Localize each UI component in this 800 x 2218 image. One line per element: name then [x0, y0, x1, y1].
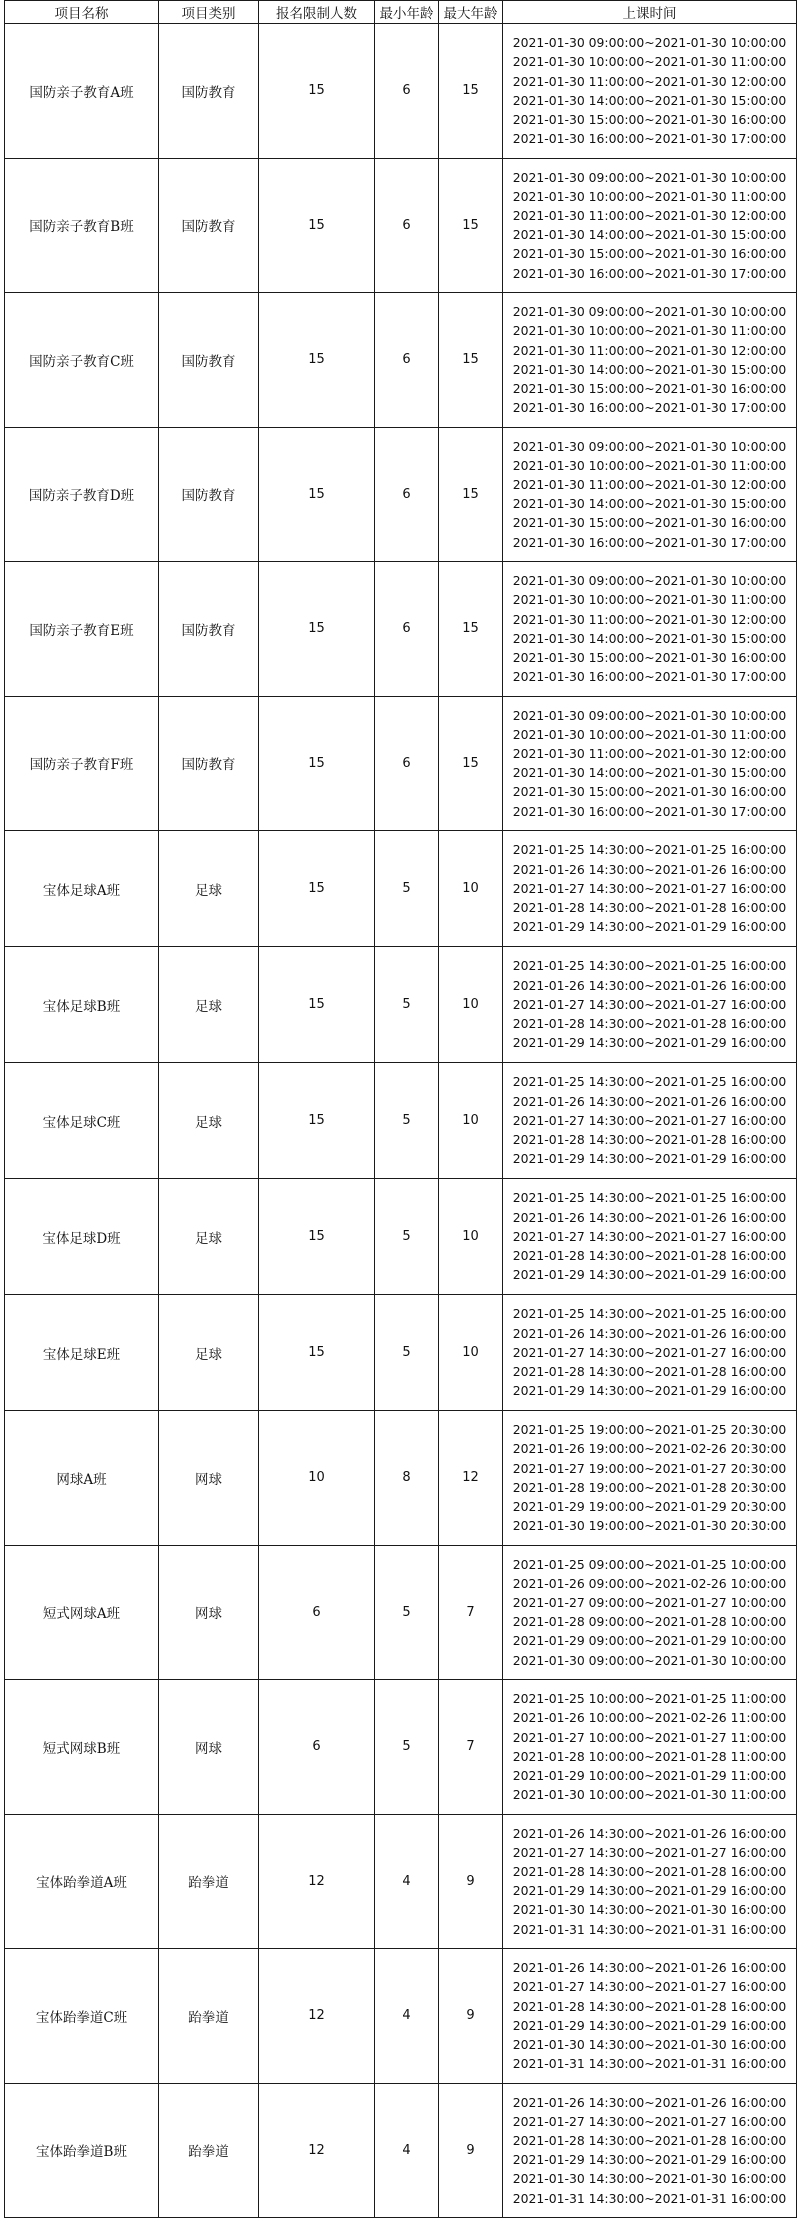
time-slot: 2021-01-26 09:00:00~2021-02-26 10:00:00: [512, 1575, 787, 1591]
min-age-cell: 8: [375, 1411, 439, 1546]
min-age-cell: 5: [375, 831, 439, 947]
time-slot: 2021-01-27 14:30:00~2021-01-27 16:00:00: [512, 996, 787, 1012]
max-age-cell: 9: [439, 1949, 503, 2084]
class-time-cell: [503, 1411, 797, 1546]
header-class-time: 上课时间: [503, 1, 797, 24]
max-age-cell: 10: [439, 1179, 503, 1295]
project-name-cell: 宝体跆拳道C班: [5, 1949, 159, 2084]
enrollment-limit-cell: 15: [259, 947, 375, 1063]
time-slot: 2021-01-30 15:00:00~2021-01-30 16:00:00: [512, 649, 787, 665]
time-slot: 2021-01-30 10:00:00~2021-01-30 11:00:00: [512, 592, 787, 608]
time-slot: 2021-01-30 16:00:00~2021-01-30 17:00:00: [512, 803, 787, 819]
time-slot: 2021-01-30 14:00:00~2021-01-30 15:00:00: [512, 92, 787, 108]
time-slot: 2021-01-30 14:00:00~2021-01-30 15:00:00: [512, 227, 787, 243]
time-slot: 2021-01-30 14:30:00~2021-01-30 16:00:00: [512, 1902, 787, 1918]
enrollment-limit-cell: 6: [259, 1680, 375, 1815]
table-row: [5, 562, 797, 697]
time-slot: 2021-01-30 09:00:00~2021-01-30 10:00:00: [512, 304, 787, 320]
time-slot: 2021-01-30 09:00:00~2021-01-30 10:00:00: [512, 707, 787, 723]
max-age-cell: 10: [439, 831, 503, 947]
time-slot: 2021-01-27 10:00:00~2021-01-27 11:00:00: [512, 1729, 787, 1745]
table-row: [5, 1680, 797, 1815]
project-category-cell: 跆拳道: [159, 1814, 259, 1949]
project-category-cell: 足球: [159, 947, 259, 1063]
class-time-cell: [503, 562, 797, 697]
time-slot: 2021-01-31 14:30:00~2021-01-31 16:00:00: [512, 2056, 787, 2072]
time-slot: 2021-01-26 14:30:00~2021-01-26 16:00:00: [512, 1325, 787, 1341]
class-time-cell: [503, 1545, 797, 1680]
table-row: [5, 24, 797, 159]
time-slot: 2021-01-25 14:30:00~2021-01-25 16:00:00: [512, 842, 787, 858]
class-time-cell: [503, 1063, 797, 1179]
time-slot: 2021-01-30 15:00:00~2021-01-30 16:00:00: [512, 515, 787, 531]
table-row: [5, 1063, 797, 1179]
max-age-cell: 15: [439, 158, 503, 293]
project-name-cell: 国防亲子教育C班: [5, 293, 159, 428]
time-slot: 2021-01-25 09:00:00~2021-01-25 10:00:00: [512, 1556, 787, 1572]
time-slot: 2021-01-28 14:30:00~2021-01-28 16:00:00: [512, 1016, 787, 1032]
time-slot: 2021-01-28 14:30:00~2021-01-28 16:00:00: [512, 1132, 787, 1148]
time-slot: 2021-01-27 14:30:00~2021-01-27 16:00:00: [512, 1228, 787, 1244]
time-slot: 2021-01-30 16:00:00~2021-01-30 17:00:00: [512, 265, 787, 281]
enrollment-limit-cell: 15: [259, 158, 375, 293]
project-name-cell: 国防亲子教育E班: [5, 562, 159, 697]
max-age-cell: 7: [439, 1545, 503, 1680]
time-slot: 2021-01-30 10:00:00~2021-01-30 11:00:00: [512, 1787, 787, 1803]
min-age-cell: 4: [375, 2083, 439, 2218]
project-category-cell: 网球: [159, 1680, 259, 1815]
time-slot: 2021-01-30 11:00:00~2021-01-30 12:00:00: [512, 208, 787, 224]
time-slot: 2021-01-30 09:00:00~2021-01-30 10:00:00: [512, 1652, 787, 1668]
time-slot: 2021-01-26 14:30:00~2021-01-26 16:00:00: [512, 2094, 787, 2110]
project-name-cell: 国防亲子教育F班: [5, 696, 159, 831]
time-slot: 2021-01-29 14:30:00~2021-01-29 16:00:00: [512, 2017, 787, 2033]
max-age-cell: 10: [439, 1295, 503, 1411]
time-slot: 2021-01-31 14:30:00~2021-01-31 16:00:00: [512, 1921, 787, 1937]
time-slot: 2021-01-29 14:30:00~2021-01-29 16:00:00: [512, 1035, 787, 1051]
time-slot: 2021-01-27 14:30:00~2021-01-27 16:00:00: [512, 1344, 787, 1360]
time-slot: 2021-01-30 10:00:00~2021-01-30 11:00:00: [512, 457, 787, 473]
project-category-cell: 国防教育: [159, 427, 259, 562]
class-time-cell: [503, 293, 797, 428]
min-age-cell: 6: [375, 293, 439, 428]
time-slot: 2021-01-27 14:30:00~2021-01-27 16:00:00: [512, 1112, 787, 1128]
project-name-cell: 网球A班: [5, 1411, 159, 1546]
time-slot: 2021-01-30 16:00:00~2021-01-30 17:00:00: [512, 534, 787, 550]
time-slot: 2021-01-28 09:00:00~2021-01-28 10:00:00: [512, 1614, 787, 1630]
enrollment-limit-cell: 15: [259, 831, 375, 947]
time-slot: 2021-01-30 11:00:00~2021-01-30 12:00:00: [512, 73, 787, 89]
project-category-cell: 网球: [159, 1411, 259, 1546]
class-time-cell: [503, 2083, 797, 2218]
time-slot: 2021-01-27 19:00:00~2021-01-27 20:30:00: [512, 1460, 787, 1476]
project-category-cell: 网球: [159, 1545, 259, 1680]
project-name-cell: 宝体跆拳道B班: [5, 2083, 159, 2218]
time-slot: 2021-01-30 14:00:00~2021-01-30 15:00:00: [512, 765, 787, 781]
enrollment-limit-cell: 10: [259, 1411, 375, 1546]
max-age-cell: 15: [439, 562, 503, 697]
time-slot: 2021-01-25 10:00:00~2021-01-25 11:00:00: [512, 1691, 787, 1707]
min-age-cell: 5: [375, 1295, 439, 1411]
project-name-cell: 宝体足球B班: [5, 947, 159, 1063]
time-slot: 2021-01-29 14:30:00~2021-01-29 16:00:00: [512, 1883, 787, 1899]
time-slot: 2021-01-30 10:00:00~2021-01-30 11:00:00: [512, 188, 787, 204]
time-slot: 2021-01-27 14:30:00~2021-01-27 16:00:00: [512, 1979, 787, 1995]
time-slot: 2021-01-30 14:00:00~2021-01-30 15:00:00: [512, 630, 787, 646]
project-category-cell: 足球: [159, 831, 259, 947]
table-row: [5, 158, 797, 293]
class-time-cell: [503, 696, 797, 831]
max-age-cell: 15: [439, 427, 503, 562]
time-slot: 2021-01-25 19:00:00~2021-01-25 20:30:00: [512, 1422, 787, 1438]
class-time-cell: [503, 24, 797, 159]
table-row: [5, 831, 797, 947]
max-age-cell: 10: [439, 947, 503, 1063]
time-slot: 2021-01-26 14:30:00~2021-01-26 16:00:00: [512, 1093, 787, 1109]
time-slot: 2021-01-28 14:30:00~2021-01-28 16:00:00: [512, 900, 787, 916]
time-slot: 2021-01-26 14:30:00~2021-01-26 16:00:00: [512, 861, 787, 877]
class-time-cell: [503, 1179, 797, 1295]
enrollment-limit-cell: 15: [259, 562, 375, 697]
min-age-cell: 6: [375, 696, 439, 831]
time-slot: 2021-01-27 09:00:00~2021-01-27 10:00:00: [512, 1595, 787, 1611]
table-row: [5, 1949, 797, 2084]
enrollment-limit-cell: 12: [259, 1814, 375, 1949]
project-name-cell: 短式网球B班: [5, 1680, 159, 1815]
enrollment-limit-cell: 15: [259, 293, 375, 428]
header-enrollment-limit: 报名限制人数: [259, 1, 375, 24]
time-slot: 2021-01-29 14:30:00~2021-01-29 16:00:00: [512, 2152, 787, 2168]
time-slot: 2021-01-26 14:30:00~2021-01-26 16:00:00: [512, 1960, 787, 1976]
project-name-cell: 国防亲子教育B班: [5, 158, 159, 293]
enrollment-limit-cell: 15: [259, 1063, 375, 1179]
schedule-body: [5, 24, 797, 2218]
time-slot: 2021-01-29 09:00:00~2021-01-29 10:00:00: [512, 1633, 787, 1649]
time-slot: 2021-01-31 14:30:00~2021-01-31 16:00:00: [512, 2190, 787, 2206]
table-row: [5, 293, 797, 428]
project-category-cell: 足球: [159, 1295, 259, 1411]
max-age-cell: 12: [439, 1411, 503, 1546]
time-slot: 2021-01-30 10:00:00~2021-01-30 11:00:00: [512, 54, 787, 70]
time-slot: 2021-01-28 19:00:00~2021-01-28 20:30:00: [512, 1479, 787, 1495]
time-slot: 2021-01-25 14:30:00~2021-01-25 16:00:00: [512, 1190, 787, 1206]
max-age-cell: 9: [439, 1814, 503, 1949]
class-time-cell: [503, 1814, 797, 1949]
class-time-cell: [503, 1295, 797, 1411]
table-row: [5, 2083, 797, 2218]
time-slot: 2021-01-30 15:00:00~2021-01-30 16:00:00: [512, 246, 787, 262]
class-time-cell: [503, 158, 797, 293]
project-category-cell: 国防教育: [159, 158, 259, 293]
enrollment-limit-cell: 15: [259, 24, 375, 159]
time-slot: 2021-01-30 11:00:00~2021-01-30 12:00:00: [512, 477, 787, 493]
project-category-cell: 跆拳道: [159, 2083, 259, 2218]
time-slot: 2021-01-30 15:00:00~2021-01-30 16:00:00: [512, 784, 787, 800]
enrollment-limit-cell: 15: [259, 1179, 375, 1295]
time-slot: 2021-01-28 14:30:00~2021-01-28 16:00:00: [512, 1998, 787, 2014]
min-age-cell: 4: [375, 1814, 439, 1949]
course-schedule-table: [4, 0, 797, 2218]
time-slot: 2021-01-29 14:30:00~2021-01-29 16:00:00: [512, 919, 787, 935]
class-time-cell: [503, 947, 797, 1063]
project-category-cell: 国防教育: [159, 24, 259, 159]
time-slot: 2021-01-30 15:00:00~2021-01-30 16:00:00: [512, 111, 787, 127]
min-age-cell: 5: [375, 1545, 439, 1680]
project-name-cell: 国防亲子教育D班: [5, 427, 159, 562]
time-slot: 2021-01-30 09:00:00~2021-01-30 10:00:00: [512, 438, 787, 454]
time-slot: 2021-01-27 14:30:00~2021-01-27 16:00:00: [512, 880, 787, 896]
time-slot: 2021-01-28 14:30:00~2021-01-28 16:00:00: [512, 2133, 787, 2149]
time-slot: 2021-01-27 14:30:00~2021-01-27 16:00:00: [512, 2113, 787, 2129]
table-row: [5, 1814, 797, 1949]
min-age-cell: 5: [375, 1063, 439, 1179]
project-name-cell: 宝体跆拳道A班: [5, 1814, 159, 1949]
max-age-cell: 15: [439, 696, 503, 831]
project-category-cell: 足球: [159, 1063, 259, 1179]
time-slot: 2021-01-28 14:30:00~2021-01-28 16:00:00: [512, 1364, 787, 1380]
project-name-cell: 国防亲子教育A班: [5, 24, 159, 159]
time-slot: 2021-01-26 14:30:00~2021-01-26 16:00:00: [512, 1209, 787, 1225]
project-name-cell: 宝体足球C班: [5, 1063, 159, 1179]
time-slot: 2021-01-26 10:00:00~2021-02-26 11:00:00: [512, 1710, 787, 1726]
project-category-cell: 国防教育: [159, 696, 259, 831]
table-row: [5, 947, 797, 1063]
time-slot: 2021-01-25 14:30:00~2021-01-25 16:00:00: [512, 1306, 787, 1322]
project-name-cell: 短式网球A班: [5, 1545, 159, 1680]
max-age-cell: 7: [439, 1680, 503, 1815]
table-row: [5, 1411, 797, 1546]
time-slot: 2021-01-29 14:30:00~2021-01-29 16:00:00: [512, 1383, 787, 1399]
table-row: [5, 1179, 797, 1295]
time-slot: 2021-01-29 14:30:00~2021-01-29 16:00:00: [512, 1267, 787, 1283]
class-time-cell: [503, 1680, 797, 1815]
project-category-cell: 足球: [159, 1179, 259, 1295]
time-slot: 2021-01-30 09:00:00~2021-01-30 10:00:00: [512, 169, 787, 185]
table-row: [5, 696, 797, 831]
time-slot: 2021-01-30 14:00:00~2021-01-30 15:00:00: [512, 361, 787, 377]
class-time-cell: [503, 831, 797, 947]
header-project-name: 项目名称: [5, 1, 159, 24]
time-slot: 2021-01-27 14:30:00~2021-01-27 16:00:00: [512, 1844, 787, 1860]
time-slot: 2021-01-28 14:30:00~2021-01-28 16:00:00: [512, 1864, 787, 1880]
enrollment-limit-cell: 6: [259, 1545, 375, 1680]
time-slot: 2021-01-29 10:00:00~2021-01-29 11:00:00: [512, 1767, 787, 1783]
min-age-cell: 4: [375, 1949, 439, 2084]
time-slot: 2021-01-29 19:00:00~2021-01-29 20:30:00: [512, 1498, 787, 1514]
enrollment-limit-cell: 12: [259, 1949, 375, 2084]
table-row: [5, 427, 797, 562]
time-slot: 2021-01-29 14:30:00~2021-01-29 16:00:00: [512, 1151, 787, 1167]
time-slot: 2021-01-30 11:00:00~2021-01-30 12:00:00: [512, 746, 787, 762]
table-row: [5, 1295, 797, 1411]
class-time-cell: [503, 427, 797, 562]
min-age-cell: 5: [375, 1179, 439, 1295]
class-time-cell: [503, 1949, 797, 2084]
project-category-cell: 跆拳道: [159, 1949, 259, 2084]
table-row: [5, 1545, 797, 1680]
min-age-cell: 6: [375, 24, 439, 159]
time-slot: 2021-01-30 14:00:00~2021-01-30 15:00:00: [512, 496, 787, 512]
project-name-cell: 宝体足球D班: [5, 1179, 159, 1295]
max-age-cell: 10: [439, 1063, 503, 1179]
time-slot: 2021-01-28 14:30:00~2021-01-28 16:00:00: [512, 1248, 787, 1264]
min-age-cell: 5: [375, 947, 439, 1063]
project-category-cell: 国防教育: [159, 293, 259, 428]
time-slot: 2021-01-25 14:30:00~2021-01-25 16:00:00: [512, 1074, 787, 1090]
time-slot: 2021-01-30 11:00:00~2021-01-30 12:00:00: [512, 611, 787, 627]
time-slot: 2021-01-26 14:30:00~2021-01-26 16:00:00: [512, 1825, 787, 1841]
time-slot: 2021-01-30 10:00:00~2021-01-30 11:00:00: [512, 323, 787, 339]
min-age-cell: 6: [375, 562, 439, 697]
enrollment-limit-cell: 15: [259, 696, 375, 831]
time-slot: 2021-01-25 14:30:00~2021-01-25 16:00:00: [512, 958, 787, 974]
header-project-category: 项目类别: [159, 1, 259, 24]
time-slot: 2021-01-26 19:00:00~2021-02-26 20:30:00: [512, 1441, 787, 1457]
time-slot: 2021-01-30 09:00:00~2021-01-30 10:00:00: [512, 35, 787, 51]
min-age-cell: 6: [375, 427, 439, 562]
min-age-cell: 6: [375, 158, 439, 293]
header-max-age: 最大年龄: [439, 1, 503, 24]
max-age-cell: 9: [439, 2083, 503, 2218]
enrollment-limit-cell: 12: [259, 2083, 375, 2218]
header-min-age: 最小年龄: [375, 1, 439, 24]
time-slot: 2021-01-28 10:00:00~2021-01-28 11:00:00: [512, 1748, 787, 1764]
time-slot: 2021-01-30 14:30:00~2021-01-30 16:00:00: [512, 2171, 787, 2187]
time-slot: 2021-01-30 16:00:00~2021-01-30 17:00:00: [512, 131, 787, 147]
time-slot: 2021-01-30 14:30:00~2021-01-30 16:00:00: [512, 2036, 787, 2052]
time-slot: 2021-01-26 14:30:00~2021-01-26 16:00:00: [512, 977, 787, 993]
time-slot: 2021-01-30 16:00:00~2021-01-30 17:00:00: [512, 400, 787, 416]
max-age-cell: 15: [439, 24, 503, 159]
enrollment-limit-cell: 15: [259, 1295, 375, 1411]
time-slot: 2021-01-30 10:00:00~2021-01-30 11:00:00: [512, 726, 787, 742]
time-slot: 2021-01-30 16:00:00~2021-01-30 17:00:00: [512, 669, 787, 685]
header-row: [5, 1, 797, 24]
max-age-cell: 15: [439, 293, 503, 428]
project-category-cell: 国防教育: [159, 562, 259, 697]
time-slot: 2021-01-30 19:00:00~2021-01-30 20:30:00: [512, 1518, 787, 1534]
project-name-cell: 宝体足球A班: [5, 831, 159, 947]
time-slot: 2021-01-30 09:00:00~2021-01-30 10:00:00: [512, 573, 787, 589]
time-slot: 2021-01-30 11:00:00~2021-01-30 12:00:00: [512, 342, 787, 358]
time-slot: 2021-01-30 15:00:00~2021-01-30 16:00:00: [512, 380, 787, 396]
enrollment-limit-cell: 15: [259, 427, 375, 562]
project-name-cell: 宝体足球E班: [5, 1295, 159, 1411]
min-age-cell: 5: [375, 1680, 439, 1815]
